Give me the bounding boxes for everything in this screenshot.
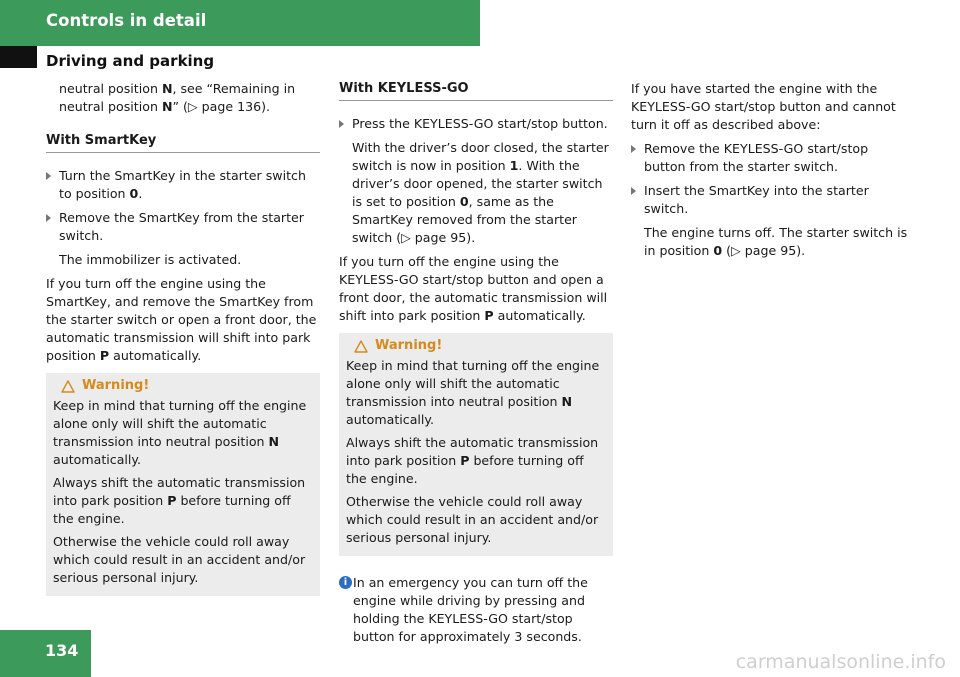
keyless-go-paragraph: If you turn off the engine using the KEYLESS-GO start/stop button and open a front door, the automatic transmission will shift into park position P automatically. <box>339 254 608 323</box>
step-turn-smartkey: Turn the SmartKey in the starter switch to position 0. <box>46 167 320 203</box>
column-right <box>631 80 911 266</box>
section-title: Controls in detail <box>46 11 207 30</box>
heading-with-keyless-go: With KEYLESS-GO <box>339 80 613 101</box>
step-press-keyless-go: Press the KEYLESS-GO start/stop button. <box>339 115 613 133</box>
arrow-right-icon <box>46 214 51 222</box>
step-result-engine-off: The engine turns off. The starter switch is in position 0 (▷ page 95). <box>644 225 908 258</box>
step-remove-smartkey: Remove the SmartKey from the starter switch. <box>46 209 320 245</box>
info-icon: i <box>339 576 352 589</box>
warning-paragraph: Always shift the automatic transmission into park position P before turning off the engine. <box>53 475 306 526</box>
warning-paragraph: Otherwise the vehicle could roll away which could result in an accident and/or serious personal injury. <box>53 534 306 585</box>
step-result-immobilizer: The immobilizer is activated. <box>59 252 242 267</box>
heading-with-smartkey: With SmartKey <box>46 132 320 153</box>
column-left <box>46 80 320 602</box>
intro-paragraph: neutral position N, see “Remaining in neutral position N” (▷ page 136). <box>59 81 296 114</box>
warning-box <box>339 333 613 556</box>
arrow-right-icon <box>46 172 51 180</box>
warning-title: Warning! <box>53 377 313 395</box>
arrow-right-icon <box>631 187 636 195</box>
step-insert-smartkey: Insert the SmartKey into the starter switch. <box>631 182 911 218</box>
step-remove-keyless-go: Remove the KEYLESS-GO start/stop button from the starter switch. <box>631 140 911 176</box>
arrow-right-icon <box>631 145 636 153</box>
subsection-title: Driving and parking <box>46 52 215 70</box>
column-middle <box>339 80 613 646</box>
arrow-right-icon <box>339 120 344 128</box>
watermark: carmanualsonline.info <box>735 651 946 673</box>
warning-paragraph: Keep in mind that turning off the engine alone only will shift the automatic transmission into neutral position N automatically. <box>53 398 307 467</box>
page-number: 134 <box>45 641 79 660</box>
warning-paragraph: Otherwise the vehicle could roll away which could result in an accident and/or serious personal injury. <box>346 494 599 545</box>
warning-paragraph: Keep in mind that turning off the engine alone only will shift the automatic transmission into neutral position N automatically. <box>346 358 600 427</box>
warning-box <box>46 373 320 596</box>
warning-title: Warning! <box>346 337 606 355</box>
warning-triangle-icon <box>354 340 368 353</box>
emergency-paragraph: If you have started the engine with the KEYLESS-GO start/stop button and cannot turn it off as described above: <box>631 81 896 132</box>
smartkey-paragraph: If you turn off the engine using the SmartKey, and remove the SmartKey from the starter switch or open a front door, the automatic transmission will shift into park position P automatically. <box>46 276 317 363</box>
section-tab-marker <box>0 46 37 68</box>
step-result-starter-switch: With the driver’s door closed, the starter switch is now in position 1. With the driver’s door opened, the starter switch is set to position 0, same as the SmartKey removed from the starter switch (▷ page 95). <box>352 140 609 245</box>
warning-triangle-icon <box>61 380 75 393</box>
info-note: i In an emergency you can turn off the engine while driving by pressing and holding the KEYLESS-GO start/stop button for approximately 3 seconds. <box>339 574 613 646</box>
warning-paragraph: Always shift the automatic transmission into park position P before turning off the engine. <box>346 435 599 486</box>
